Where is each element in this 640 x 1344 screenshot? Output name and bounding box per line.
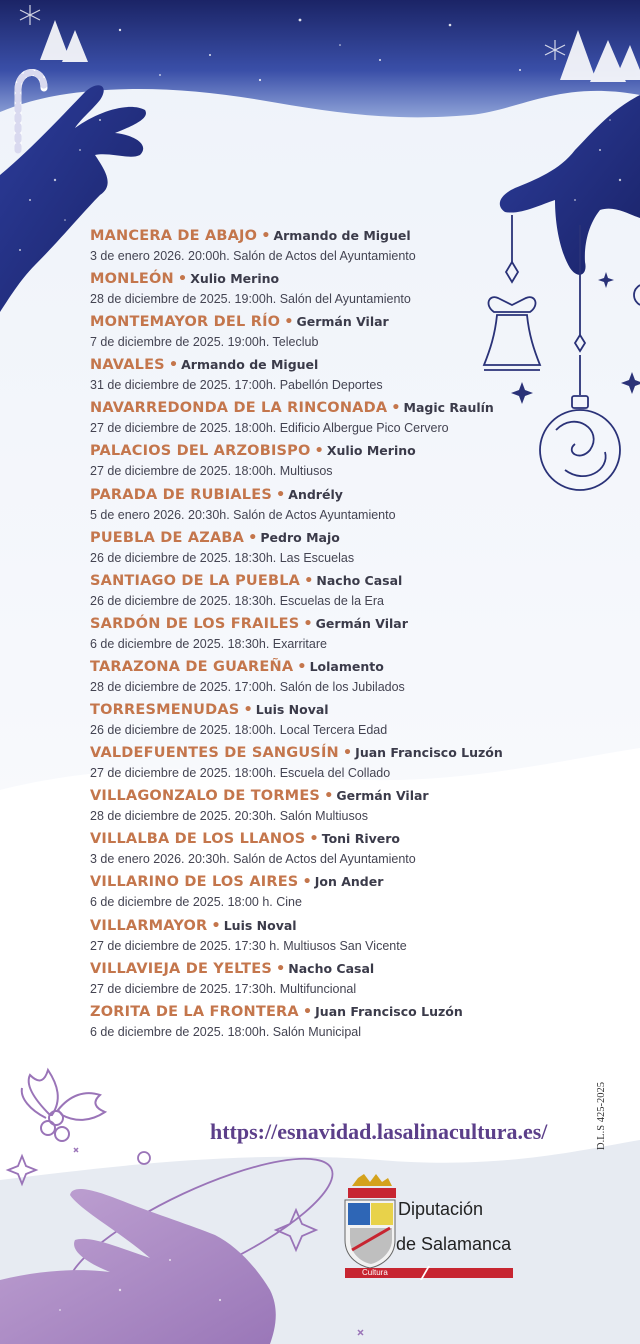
bullet-separator: • <box>261 228 271 244</box>
event-heading <box>90 959 510 979</box>
logo-diputacion: Diputación <box>398 1199 484 1219</box>
event-town: TARAZONA DE GUAREÑA <box>90 658 294 675</box>
event-detail: 26 de diciembre de 2025. 18:30h. Escuelas de la Era <box>90 593 384 608</box>
event-town: NAVALES <box>90 357 165 374</box>
event-heading <box>90 485 510 505</box>
bullet-separator: • <box>297 658 307 675</box>
event-artist: Xulio Merino <box>190 271 280 287</box>
event-detail: 6 de diciembre de 2025. 18:00 h. Cine <box>90 895 302 910</box>
event-artist: Luis Noval <box>255 702 329 718</box>
bullet-separator: • <box>304 572 314 589</box>
bullet-separator: • <box>342 745 353 762</box>
event-town: VILLALBA DE LOS LLANOS <box>90 831 306 848</box>
event-item <box>90 614 510 657</box>
legal-deposit: D.L.S 425-2025 <box>596 1082 607 1150</box>
event-town: VALDEFUENTES DE SANGUSÍN <box>90 745 339 762</box>
bullet-separator: • <box>177 271 188 288</box>
bullet-separator: • <box>276 486 286 503</box>
bullet-separator: • <box>391 400 401 417</box>
event-detail: 3 de enero 2026. 20:30h. Salón de Actos del Ayuntamiento <box>90 852 416 867</box>
event-town: ZORITA DE LA FRONTERA <box>90 1003 299 1020</box>
event-heading <box>90 226 510 246</box>
bullet-separator: • <box>284 314 294 331</box>
bullet-separator: • <box>211 917 221 934</box>
event-item <box>90 959 510 1002</box>
event-artist: Jon Ander <box>314 874 384 890</box>
event-town: VILLAVIEJA DE YELTES <box>90 960 272 977</box>
logo-band-label: Cultura <box>362 1268 388 1277</box>
event-detail: 31 de diciembre de 2025. 17:00h. Pabellón Deportes <box>90 378 383 393</box>
event-heading <box>90 657 510 677</box>
event-detail: 5 de enero 2026. 20:30h. Salón de Actos Ayuntamiento <box>90 507 396 522</box>
bullet-separator: • <box>243 702 253 719</box>
event-heading <box>90 528 510 548</box>
event-town: PALACIOS DEL ARZOBISPO <box>90 443 311 460</box>
event-detail: 27 de diciembre de 2025. 18:00h. Escuela del Collado <box>90 766 391 781</box>
event-detail: 6 de diciembre de 2025. 18:00h. Salón Municipal <box>90 1024 362 1039</box>
event-heading <box>90 916 510 936</box>
bullet-separator: • <box>309 831 319 848</box>
event-item <box>90 485 510 528</box>
event-heading <box>90 872 510 892</box>
event-town: PARADA DE RUBIALES <box>90 486 272 503</box>
website-link[interactable]: https://esnavidad.lasalinacultura.es/ <box>210 1119 548 1144</box>
event-artist: Luis Noval <box>223 917 297 933</box>
event-heading <box>90 441 510 461</box>
bullet-separator: • <box>276 960 286 977</box>
event-detail: 28 de diciembre de 2025. 19:00h. Salón del Ayuntamiento <box>90 292 411 307</box>
shield-coat-of-arms-icon <box>345 1174 396 1268</box>
event-heading <box>90 571 510 591</box>
event-artist: Andrély <box>288 486 343 502</box>
event-heading <box>90 355 510 375</box>
event-heading <box>90 1002 510 1022</box>
event-item <box>90 441 510 484</box>
event-heading <box>90 743 510 763</box>
event-item <box>90 312 510 355</box>
event-artist: Pedro Majo <box>260 529 340 545</box>
event-heading <box>90 614 510 634</box>
event-item <box>90 872 510 915</box>
event-artist: Juan Francisco Luzón <box>355 745 503 761</box>
event-item <box>90 786 510 829</box>
logo-salamanca: de Salamanca <box>396 1234 512 1254</box>
event-artist: Germán Vilar <box>336 788 429 804</box>
event-item <box>90 916 510 959</box>
event-detail: 7 de diciembre de 2025. 19:00h. Teleclub <box>90 335 319 350</box>
event-item <box>90 829 510 872</box>
bullet-separator: • <box>302 874 312 891</box>
event-item <box>90 528 510 571</box>
bullet-separator: • <box>168 357 179 374</box>
event-item <box>90 1002 510 1045</box>
event-heading <box>90 398 510 418</box>
event-list <box>90 226 510 1045</box>
bullet-separator: • <box>248 529 258 546</box>
bullet-separator: • <box>314 443 324 460</box>
event-detail: 27 de diciembre de 2025. 18:00h. Edificio Albergue Pico Cervero <box>90 421 449 436</box>
bullet-separator: • <box>303 615 313 632</box>
event-detail: 28 de diciembre de 2025. 20:30h. Salón Multiusos <box>90 809 368 824</box>
event-heading <box>90 786 510 806</box>
event-artist: Nacho Casal <box>316 572 403 588</box>
event-heading <box>90 312 510 332</box>
event-town: VILLARINO DE LOS AIRES <box>90 874 299 891</box>
event-item <box>90 657 510 700</box>
event-artist: Germán Vilar <box>315 615 408 631</box>
event-detail: 26 de diciembre de 2025. 18:30h. Las Escuelas <box>90 550 355 565</box>
event-item <box>90 571 510 614</box>
event-town: PUEBLA DE AZABA <box>90 529 245 546</box>
event-artist: Lolamento <box>309 658 384 674</box>
event-detail: 27 de diciembre de 2025. 17:30 h. Multiusos San Vicente <box>90 938 407 953</box>
event-artist: Xulio Merino <box>326 443 416 459</box>
event-artist: Armando de Miguel <box>181 357 319 373</box>
event-artist: Toni Rivero <box>321 831 400 847</box>
bullet-separator: • <box>302 1003 313 1020</box>
event-detail: 6 de diciembre de 2025. 18:30h. Exarritare <box>90 636 327 651</box>
event-detail: 26 de diciembre de 2025. 18:00h. Local Tercera Edad <box>90 723 388 738</box>
event-town: NAVARREDONDA DE LA RINCONADA <box>90 400 388 417</box>
event-item <box>90 398 510 441</box>
event-artist: Armando de Miguel <box>273 228 411 243</box>
event-town: TORRESMENUDAS <box>90 702 240 719</box>
event-town: VILLAGONZALO DE TORMES <box>90 788 321 805</box>
event-town: SARDÓN DE LOS FRAILES <box>90 615 300 632</box>
event-item <box>90 269 510 312</box>
event-item <box>90 226 510 269</box>
event-artist: Germán Vilar <box>296 314 389 330</box>
event-town: MANCERA DE ABAJO <box>90 228 258 244</box>
event-town: MONTEMAYOR DEL RÍO <box>90 314 281 331</box>
bullet-separator: • <box>324 788 334 805</box>
event-detail: 28 de diciembre de 2025. 17:00h. Salón de los Jubilados <box>90 679 405 694</box>
event-artist: Magic Raulín <box>403 400 494 416</box>
event-detail: 3 de enero 2026. 20:00h. Salón de Actos del Ayuntamiento <box>90 249 416 263</box>
event-town: MONLEÓN <box>90 271 174 288</box>
event-town: SANTIAGO DE LA PUEBLA <box>90 572 301 589</box>
event-item <box>90 700 510 743</box>
event-heading <box>90 829 510 849</box>
event-detail: 27 de diciembre de 2025. 18:00h. Multiusos <box>90 464 333 479</box>
event-heading <box>90 269 510 289</box>
event-artist: Juan Francisco Luzón <box>315 1003 463 1019</box>
event-item <box>90 743 510 786</box>
event-heading <box>90 700 510 720</box>
event-artist: Nacho Casal <box>288 960 375 976</box>
event-detail: 27 de diciembre de 2025. 17:30h. Multifuncional <box>90 981 357 996</box>
event-item <box>90 355 510 398</box>
event-town: VILLARMAYOR <box>90 917 208 934</box>
